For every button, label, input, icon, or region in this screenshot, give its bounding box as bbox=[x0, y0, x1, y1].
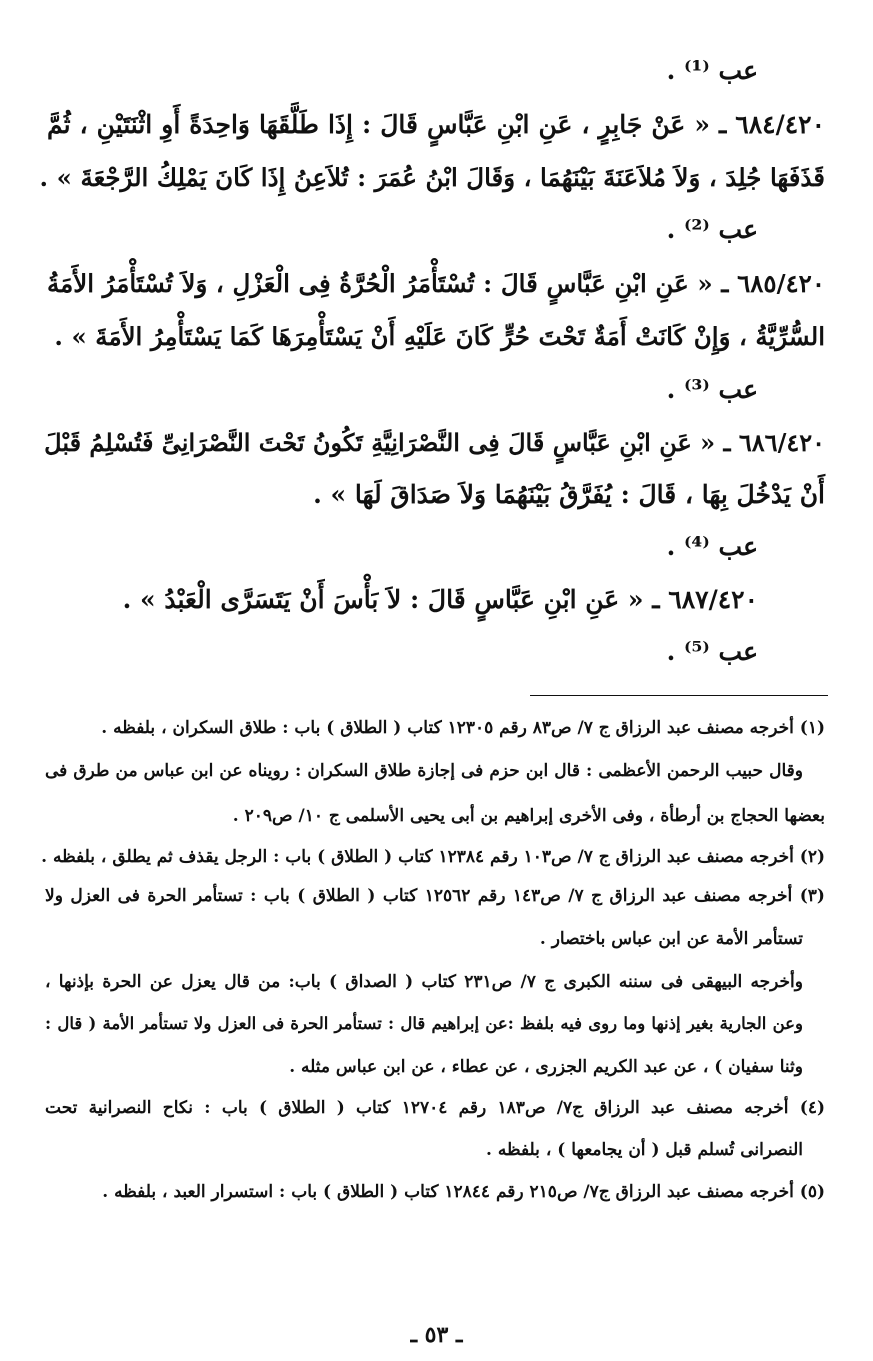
hadith-685-line-2: السُّرِّيَّةُ ، وَإِنْ كَانَتْ أَمَةٌ تَحْتَ حُرٍّ كَانَ عَلَيْهِ أَنْ يَسْتَأْمِرَهَا كَمَا يَسْتَأْمِرُ الأَمَةَ » . bbox=[54, 322, 825, 351]
footnote-3-line-3: وأخرجه البيهقى فى سننه الكبرى ج ٧/ ص٢٣١ كتاب ( الصداق ) باب: من قال يعزل عن الحرة بإذنها ، bbox=[45, 972, 803, 992]
footnote-2-line-1: (٢) أخرجه مصنف عبد الرزاق ج ٧/ ص١٠٣ رقم ١٢٣٨٤ كتاب ( الطلاق ) باب : الرجل يقذف ثم يطلق ، بلفظه . bbox=[41, 847, 825, 867]
reference-ab-3: عب ⁽³⁾ . bbox=[666, 375, 758, 404]
footnote-3-line-1: (٣) أخرجه مصنف عبد الرزاق ج ٧/ ص١٤٣ رقم ١٢٥٦٢ كتاب ( الطلاق ) باب : تستأمر الحرة فى العزل ولا bbox=[45, 886, 825, 906]
hadith-686-line-1: ٦٨٦/٤٢٠ ـ « عَنِ ابْنِ عَبَّاسٍ قَالَ فِى النَّصْرَانِيَّةِ تَكُونُ تَحْتَ النَّصْرَانِىِّ فَتُسْلِمُ قَبْلَ bbox=[44, 428, 825, 457]
footnote-divider bbox=[530, 695, 828, 696]
hadith-685-line-1: ٦٨٥/٤٢٠ ـ « عَنِ ابْنِ عَبَّاسٍ قَالَ : تُسْتَأْمَرُ الْحُرَّةُ فِى الْعَزْلِ ، وَلاَ تُسْتَأْمَرُ الأَمَةُ bbox=[47, 269, 825, 298]
reference-ab-5: عب ⁽⁵⁾ . bbox=[666, 637, 758, 666]
footnote-3-line-5: وثنا سفيان ) ، عن عبد الكريم الجزرى ، عن عطاء ، عن ابن عباس مثله . bbox=[289, 1057, 803, 1077]
hadith-684-line-2: قَذَفَهَا جُلِدَ ، وَلاَ مُلاَعَنَةَ بَيْنَهُمَا ، وَقَالَ ابْنُ عُمَرَ : تُلاَعِنُ إِذَا كَانَ يَمْلِكُ الرَّجْعَةَ » . bbox=[39, 163, 825, 192]
footnote-4-line-1: (٤) أخرجه مصنف عبد الرزاق ج٧/ ص١٨٣ رقم ١٢٧٠٤ كتاب ( الطلاق ) باب : نكاح النصرانية تحت bbox=[45, 1098, 826, 1118]
reference-ab-1: عب ⁽¹⁾ . bbox=[666, 56, 758, 85]
footnote-1-line-2: وقال حبيب الرحمن الأعظمى : قال ابن حزم فى إجازة طلاق السكران : رويناه عن ابن عباس من طرق فى bbox=[45, 761, 803, 781]
hadith-686-line-2: أَنْ يَدْخُلَ بِهَا ، قَالَ : يُفَرَّقُ بَيْنَهُمَا وَلاَ صَدَاقَ لَهَا » . bbox=[313, 480, 825, 509]
hadith-687-line-1: ٦٨٧/٤٢٠ ـ « عَنِ ابْنِ عَبَّاسٍ قَالَ : لاَ بَأْسَ أَنْ يَتَسَرَّى الْعَبْدُ » . bbox=[122, 585, 758, 614]
footnote-1-line-3: بعضها الحجاج بن أرطأة ، وفى الأخرى إبراهيم بن أبى يحيى الأسلمى ج ١٠/ ص٢٠٩ . bbox=[232, 806, 825, 826]
reference-ab-4: عب ⁽⁴⁾ . bbox=[666, 532, 758, 561]
reference-ab-2: عب ⁽²⁾ . bbox=[666, 215, 758, 244]
page-number: ـ ٥٣ ـ bbox=[410, 1322, 463, 1348]
footnote-3-line-4: وعن الجارية بغير إذنها وما روى فيه بلفظ :عن إبراهيم قال : تستأمر الحرة فى العزل ولا تستأمر الأمة ( قال : bbox=[45, 1014, 803, 1033]
footnote-1-line-1: (١) أخرجه مصنف عبد الرزاق ج ٧/ ص٨٣ رقم ١٢٣٠٥ كتاب ( الطلاق ) باب : طلاق السكران ، بلفظه . bbox=[101, 718, 825, 738]
footnote-3-line-2: تستأمر الأمة عن ابن عباس باختصار . bbox=[539, 929, 803, 949]
footnote-4-line-2: النصرانى تُسلم قبل ( أن يجامعها ) ، بلفظه . bbox=[486, 1140, 803, 1160]
footnote-5-line-1: (٥) أخرجه مصنف عبد الرزاق ج٧/ ص٢١٥ رقم ١٢٨٤٤ كتاب ( الطلاق ) باب : استسرار العبد ، بلفظه . bbox=[102, 1182, 825, 1202]
hadith-684-line-1: ٦٨٤/٤٢٠ ـ « عَنْ جَابِرٍ ، عَنِ ابْنِ عَبَّاسٍ قَالَ : إِذَا طَلَّقَهَا وَاحِدَةً أَوِ اثْنَتَيْنِ ، ثُمَّ bbox=[47, 110, 825, 139]
